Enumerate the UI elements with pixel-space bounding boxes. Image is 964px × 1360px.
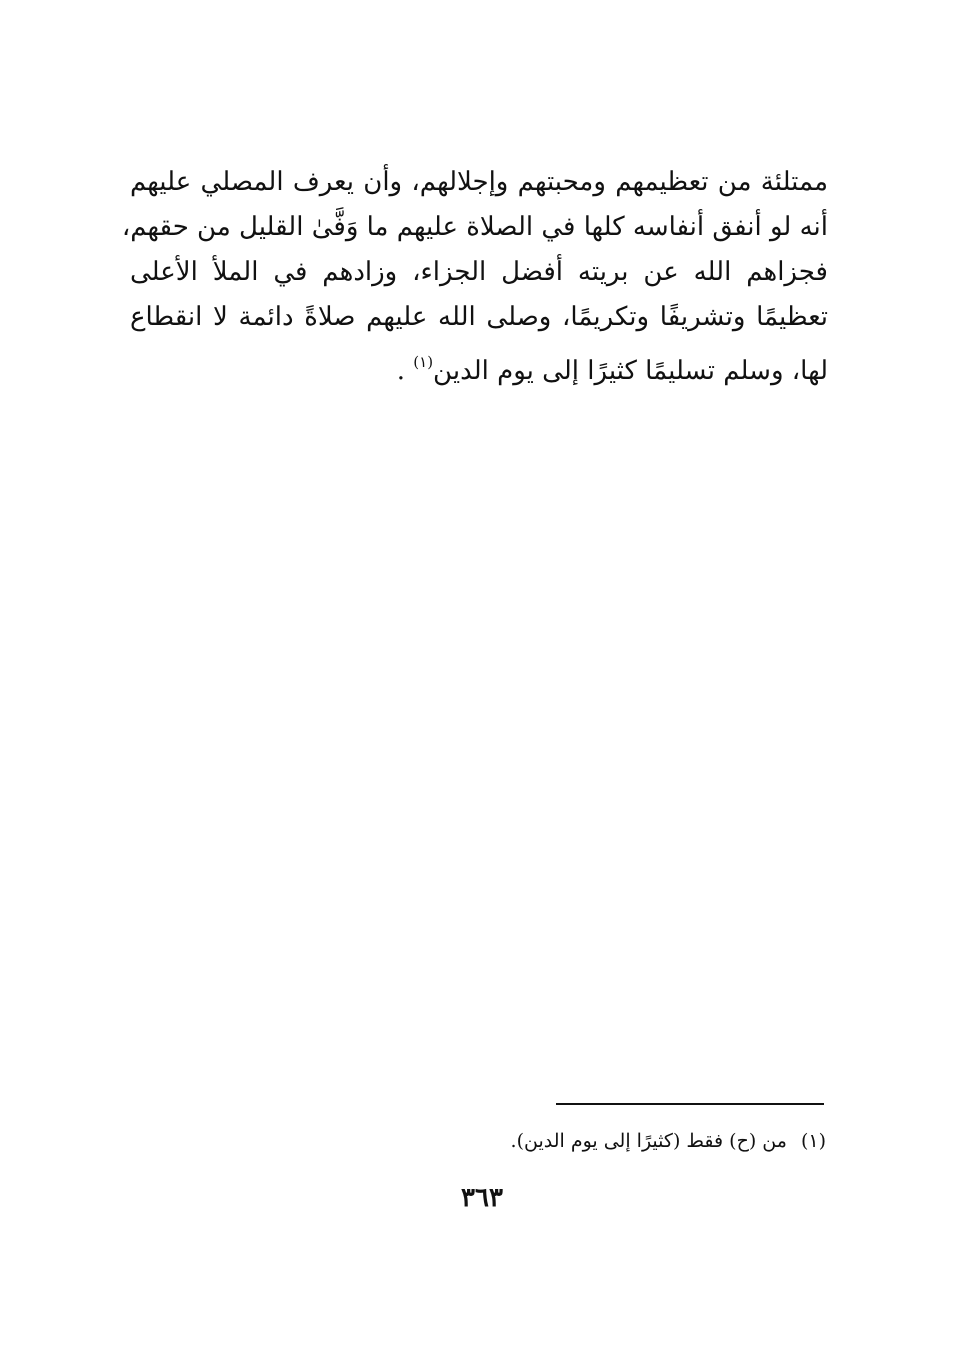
text-line: تعظيمًا وتشريفًا وتكريمًا، وصلى الله عليهم صلاةً دائمة لا انقطاع — [130, 302, 828, 332]
text-line-last — [130, 340, 828, 394]
end-punctuation: . — [396, 356, 405, 386]
footnote-separator — [556, 1103, 824, 1105]
page-number: ٣٦٣ — [461, 1183, 503, 1213]
footnote-text: من (ح) فقط (كثيرًا إلى يوم الدين). — [510, 1130, 787, 1152]
footnote-reference: (١) — [413, 353, 434, 371]
text-line: أنه لو أنفق أنفاسه كلها في الصلاة عليهم ما وَفَّىٰ القليل من حقهم، — [121, 212, 828, 242]
main-text-block — [121, 160, 828, 394]
text-line-content: لها، وسلم تسليمًا كثيرًا إلى يوم الدين — [433, 356, 828, 386]
text-line: ممتلئة من تعظيمهم ومحبتهم وإجلالهم، وأن يعرف المصلي عليهم — [130, 167, 828, 197]
footnote — [300, 1124, 826, 1158]
text-line: فجزاهم الله عن بريته أفضل الجزاء، وزادهم في الملأ الأعلى — [130, 257, 828, 287]
footnote-number: (١) — [800, 1130, 826, 1152]
